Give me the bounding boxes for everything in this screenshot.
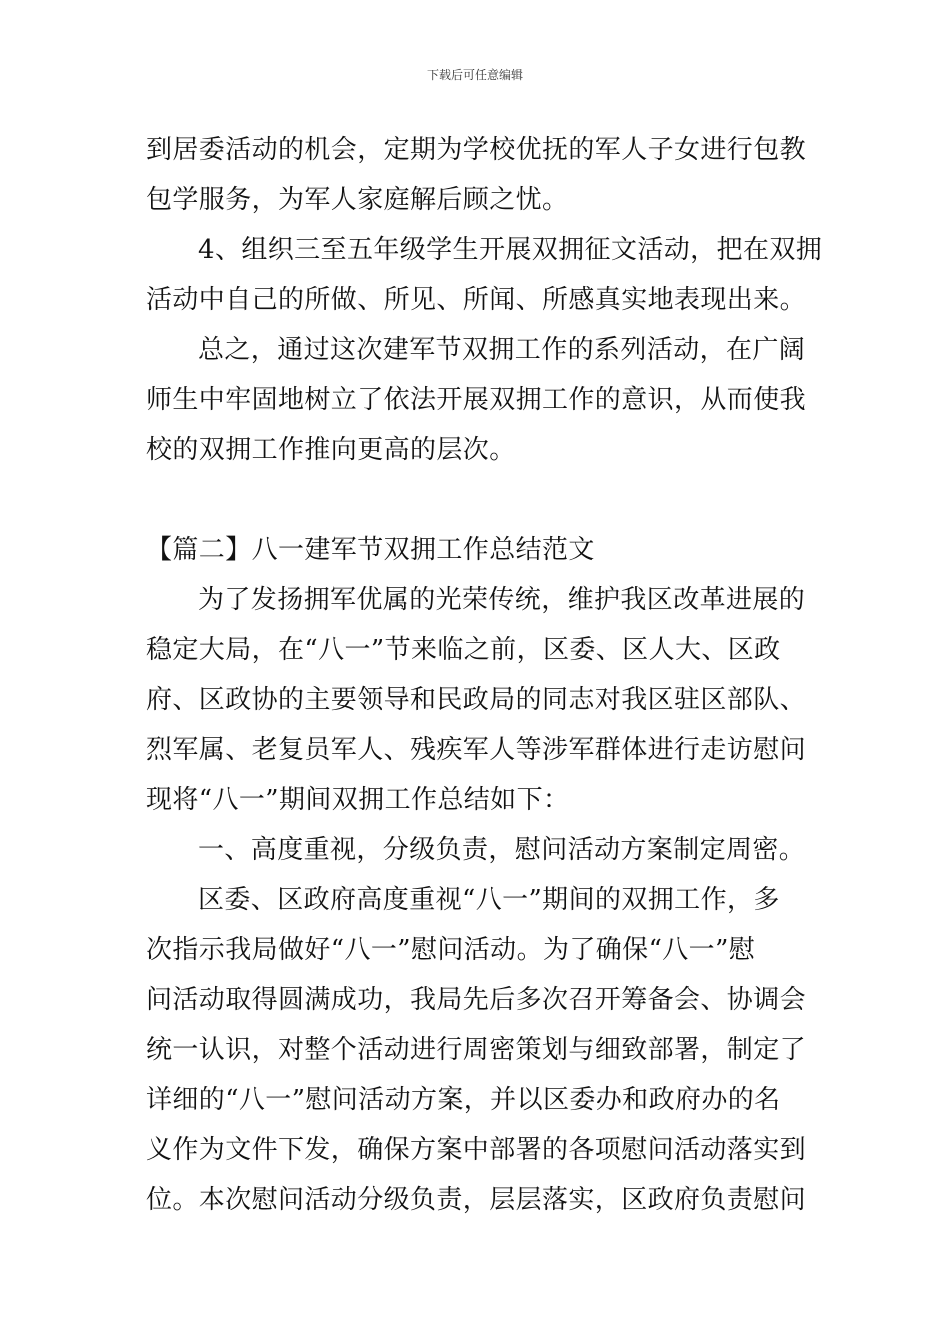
- body-line: 问活动取得圆满成功，我局先后多次召开筹备会、协调会: [146, 985, 807, 1015]
- body-line: 详细的“八一”慰问活动方案，并以区委办和政府办的名: [146, 1085, 781, 1115]
- body-line: 校的双拥工作推向更高的层次。: [146, 435, 516, 465]
- body-line: 一、高度重视，分级负责，慰问活动方案制定周密。: [198, 835, 806, 865]
- page-header-note: 下载后可任意编辑: [426, 68, 523, 82]
- body-line: 活动中自己的所做、所见、所闻、所感真实地表现出来。: [146, 285, 807, 315]
- body-line: 义作为文件下发，确保方案中部署的各项慰问活动落实到: [146, 1135, 807, 1165]
- body-line: 位。本次慰问活动分级负责，层层落实，区政府负责慰问: [146, 1185, 807, 1215]
- body-line: 到居委活动的机会，定期为学校优抚的军人子女进行包教: [146, 135, 807, 165]
- body-line: 烈军属、老复员军人、残疾军人等涉军群体进行走访慰问: [146, 735, 807, 765]
- section-heading: 【篇二】八一建军节双拥工作总结范文: [146, 535, 595, 565]
- body-line: 包学服务，为军人家庭解后顾之忧。: [146, 185, 569, 215]
- body-line: 为了发扬拥军优属的光荣传统，维护我区改革进展的: [198, 585, 806, 615]
- body-line: 府、区政协的主要领导和民政局的同志对我区驻区部队、: [146, 685, 807, 715]
- body-line: 4、组织三至五年级学生开展双拥征文活动，把在双拥: [198, 235, 823, 265]
- body-line: 稳定大局，在“八一”节来临之前，区委、区人大、区政: [146, 635, 781, 665]
- body-line: 现将“八一”期间双拥工作总结如下：: [146, 785, 570, 815]
- body-line: 区委、区政府高度重视“八一”期间的双拥工作，多: [198, 885, 780, 915]
- body-line: 师生中牢固地树立了依法开展双拥工作的意识，从而使我: [146, 385, 807, 415]
- body-line: 次指示我局做好“八一”慰问活动。为了确保“八一”慰: [146, 935, 756, 965]
- body-line: 总之，通过这次建军节双拥工作的系列活动，在广阔: [198, 335, 806, 365]
- body-line: 统一认识，对整个活动进行周密策划与细致部署，制定了: [146, 1035, 807, 1065]
